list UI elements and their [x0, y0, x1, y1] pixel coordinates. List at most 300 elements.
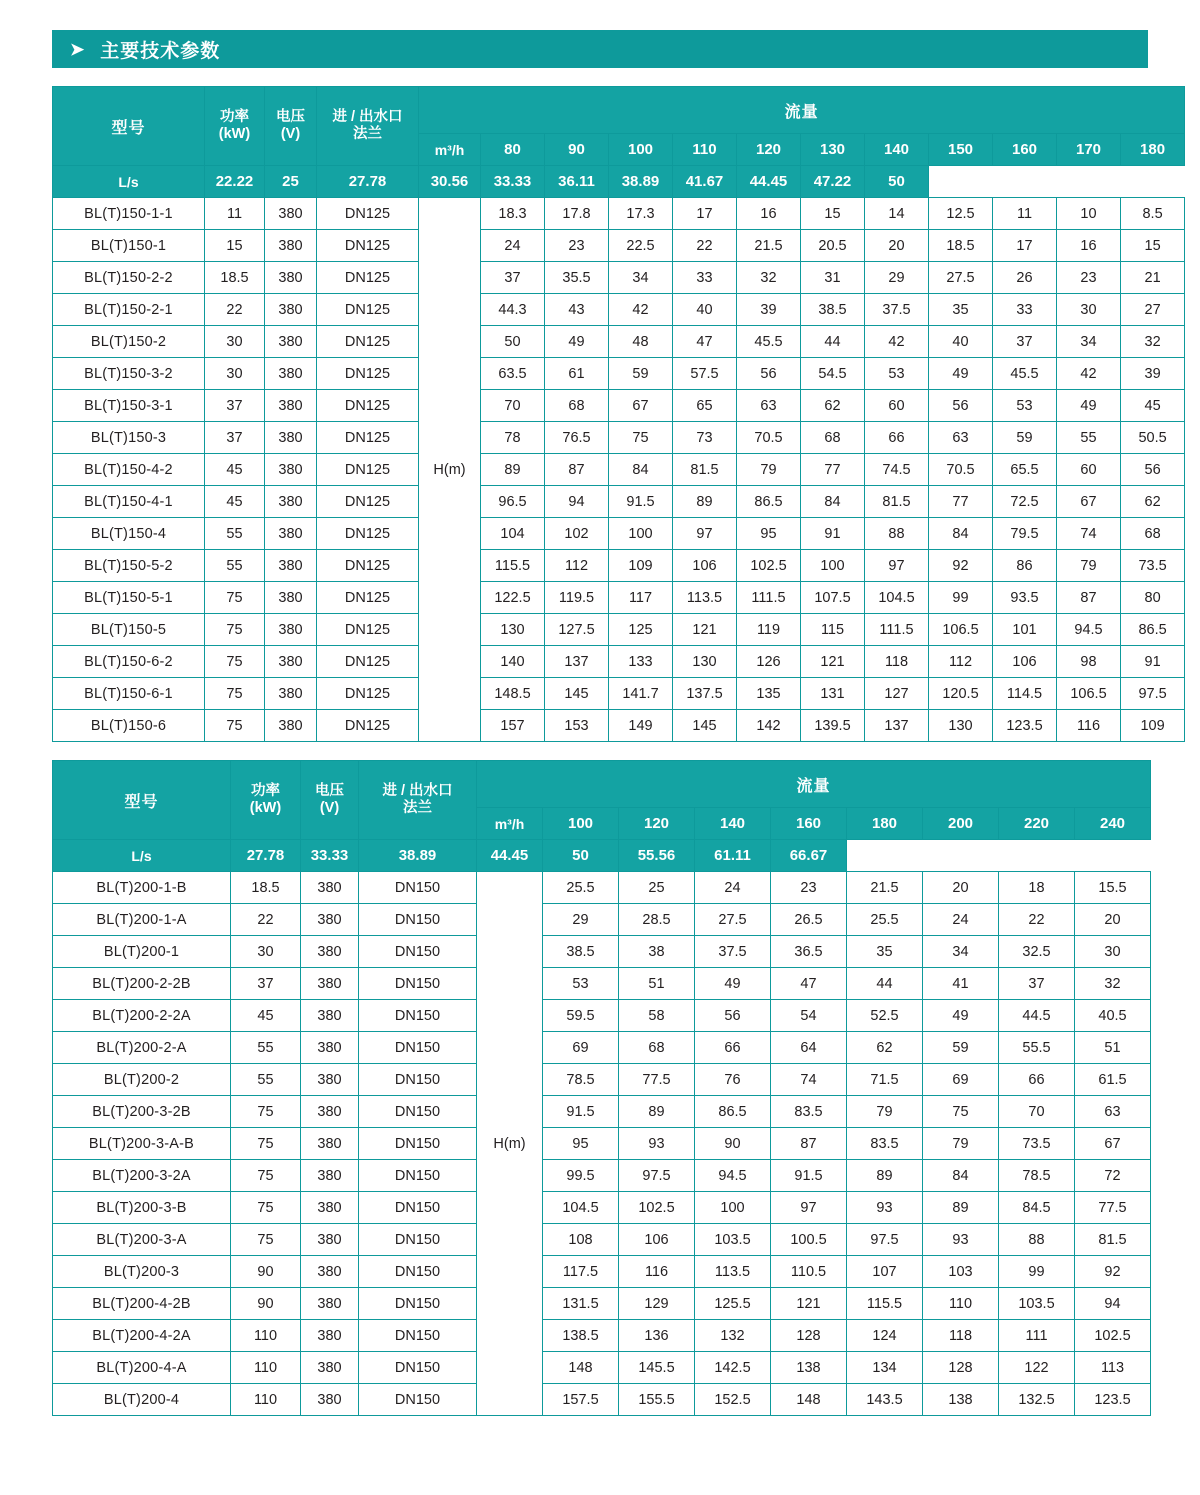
cell-head-value: 111.5 — [865, 614, 929, 646]
table-row — [53, 1384, 1151, 1416]
table-row — [53, 486, 1185, 518]
cell-head-value: 130 — [673, 646, 737, 678]
cell-power: 30 — [205, 326, 265, 358]
cell-head-value: 20.5 — [801, 230, 865, 262]
cell-head-value: 25.5 — [847, 904, 923, 936]
cell-voltage: 380 — [265, 582, 317, 614]
cell-head-value: 74 — [1057, 518, 1121, 550]
cell-power: 30 — [231, 936, 301, 968]
cell-power: 90 — [231, 1288, 301, 1320]
flow-ls-value: 50 — [865, 166, 929, 198]
cell-flange: DN125 — [317, 550, 419, 582]
cell-head-value: 84.5 — [999, 1192, 1075, 1224]
cell-head-value: 121 — [673, 614, 737, 646]
cell-head-value: 37.5 — [695, 936, 771, 968]
table-row — [53, 678, 1185, 710]
cell-head-value: 111.5 — [737, 582, 801, 614]
cell-head-value: 28.5 — [619, 904, 695, 936]
cell-head-value: 88 — [999, 1224, 1075, 1256]
cell-head-value: 43 — [545, 294, 609, 326]
cell-head-value: 87 — [1057, 582, 1121, 614]
cell-head-value: 94.5 — [1057, 614, 1121, 646]
cell-head-value: 104.5 — [543, 1192, 619, 1224]
cell-head-value: 41 — [923, 968, 999, 1000]
cell-model: BL(T)200-4-2A — [53, 1320, 231, 1352]
cell-head-value: 148 — [771, 1384, 847, 1416]
cell-voltage: 380 — [301, 1256, 359, 1288]
cell-head-value: 103.5 — [999, 1288, 1075, 1320]
cell-head-value: 55.5 — [999, 1032, 1075, 1064]
cell-head-value: 44 — [847, 968, 923, 1000]
cell-power: 22 — [231, 904, 301, 936]
cell-head-value: 10 — [1057, 198, 1121, 230]
cell-head-value: 119.5 — [545, 582, 609, 614]
cell-power: 30 — [205, 358, 265, 390]
cell-voltage: 380 — [265, 710, 317, 742]
cell-head-value: 45 — [1121, 390, 1185, 422]
cell-head-value: 117 — [609, 582, 673, 614]
cell-head-value: 141.7 — [609, 678, 673, 710]
cell-head-value: 68 — [619, 1032, 695, 1064]
cell-head-value: 100.5 — [771, 1224, 847, 1256]
flow-m3h-value: 110 — [673, 134, 737, 166]
cell-model: BL(T)150-3-1 — [53, 390, 205, 422]
cell-head-value: 59 — [609, 358, 673, 390]
cell-head-value: 148.5 — [481, 678, 545, 710]
table-row — [53, 1000, 1151, 1032]
cell-head-value: 109 — [609, 550, 673, 582]
cell-head-value: 60 — [865, 390, 929, 422]
table-row — [53, 1192, 1151, 1224]
cell-head-value: 137 — [865, 710, 929, 742]
cell-head-value: 51 — [1075, 1032, 1151, 1064]
cell-head-value: 16 — [737, 198, 801, 230]
cell-head-value: 23 — [1057, 262, 1121, 294]
cell-head-value: 15 — [801, 198, 865, 230]
cell-head-value: 26 — [993, 262, 1057, 294]
table-row — [53, 1352, 1151, 1384]
cell-head-value: 39 — [737, 294, 801, 326]
cell-flange: DN125 — [317, 422, 419, 454]
cell-power: 18.5 — [231, 872, 301, 904]
cell-model: BL(T)200-3-2A — [53, 1160, 231, 1192]
cell-power: 55 — [205, 550, 265, 582]
cell-head-value: 45.5 — [737, 326, 801, 358]
cell-model: BL(T)200-2-2A — [53, 1000, 231, 1032]
cell-head-value: 103 — [923, 1256, 999, 1288]
cell-voltage: 380 — [265, 198, 317, 230]
cell-power: 37 — [205, 390, 265, 422]
cell-voltage: 380 — [301, 1000, 359, 1032]
cell-flange: DN150 — [359, 1032, 477, 1064]
cell-head-value: 35 — [929, 294, 993, 326]
cell-head-value: 24 — [695, 872, 771, 904]
cell-model: BL(T)200-4-A — [53, 1352, 231, 1384]
flow-m3h-value: 80 — [481, 134, 545, 166]
cell-flange: DN150 — [359, 1160, 477, 1192]
flow-ls-value: 44.45 — [737, 166, 801, 198]
flow-ls-value: 47.22 — [801, 166, 865, 198]
table-row — [53, 1256, 1151, 1288]
cell-head-value: 23 — [545, 230, 609, 262]
cell-model: BL(T)200-3 — [53, 1256, 231, 1288]
cell-head-value: 38 — [619, 936, 695, 968]
cell-model: BL(T)200-1 — [53, 936, 231, 968]
cell-head-value: 75 — [923, 1096, 999, 1128]
cell-voltage: 380 — [301, 1064, 359, 1096]
table-row — [53, 326, 1185, 358]
cell-head-value: 79 — [847, 1096, 923, 1128]
col-header-voltage-line1: 电压 — [315, 783, 344, 800]
cell-head-value: 67 — [609, 390, 673, 422]
cell-head-value: 59 — [993, 422, 1057, 454]
cell-head-value: 118 — [923, 1320, 999, 1352]
cell-head-value: 125.5 — [695, 1288, 771, 1320]
col-header-flange-line1: 进 / 出水口 — [332, 109, 403, 126]
cell-flange: DN125 — [317, 454, 419, 486]
cell-flange: DN125 — [317, 262, 419, 294]
cell-head-value: 94 — [545, 486, 609, 518]
col-header-power-line1: 功率 — [220, 109, 249, 126]
flow-ls-value: 30.56 — [419, 166, 481, 198]
cell-power: 75 — [231, 1096, 301, 1128]
cell-head-value: 157.5 — [543, 1384, 619, 1416]
flow-m3h-value: 150 — [929, 134, 993, 166]
cell-head-value: 122 — [999, 1352, 1075, 1384]
cell-head-value: 121 — [771, 1288, 847, 1320]
cell-head-value: 95 — [543, 1128, 619, 1160]
cell-head-value: 157 — [481, 710, 545, 742]
cell-head-value: 94.5 — [695, 1160, 771, 1192]
flow-ls-value: 50 — [543, 840, 619, 872]
cell-head-value: 124 — [847, 1320, 923, 1352]
flow-m3h-value: 180 — [847, 808, 923, 840]
flow-m3h-value: 120 — [737, 134, 801, 166]
cell-head-value: 137 — [545, 646, 609, 678]
cell-power: 75 — [231, 1192, 301, 1224]
cell-head-value: 49 — [923, 1000, 999, 1032]
cell-model: BL(T)150-6 — [53, 710, 205, 742]
cell-flange: DN125 — [317, 486, 419, 518]
cell-model: BL(T)200-2-2B — [53, 968, 231, 1000]
cell-flange: DN125 — [317, 358, 419, 390]
cell-model: BL(T)200-4-2B — [53, 1288, 231, 1320]
cell-head-value: 11 — [993, 198, 1057, 230]
cell-head-value: 30 — [1057, 294, 1121, 326]
cell-head-value: 132.5 — [999, 1384, 1075, 1416]
flow-ls-value: 33.33 — [481, 166, 545, 198]
table-row — [53, 1224, 1151, 1256]
cell-head-value: 20 — [923, 872, 999, 904]
cell-head-value: 49 — [545, 326, 609, 358]
cell-head-value: 22 — [999, 904, 1075, 936]
cell-model: BL(T)150-4-1 — [53, 486, 205, 518]
cell-head-value: 62 — [1121, 486, 1185, 518]
cell-head-value: 88 — [865, 518, 929, 550]
cell-head-value: 53 — [865, 358, 929, 390]
table-row — [53, 518, 1185, 550]
cell-model: BL(T)200-1-B — [53, 872, 231, 904]
cell-head-value: 91.5 — [771, 1160, 847, 1192]
cell-head-value: 63.5 — [481, 358, 545, 390]
cell-head-value: 155.5 — [619, 1384, 695, 1416]
cell-head-value: 93 — [923, 1224, 999, 1256]
cell-head-value: 95 — [737, 518, 801, 550]
col-header-flange — [317, 87, 419, 166]
col-header-power — [231, 761, 301, 840]
cell-head-value: 50.5 — [1121, 422, 1185, 454]
cell-voltage: 380 — [265, 550, 317, 582]
cell-head-value: 97 — [771, 1192, 847, 1224]
col-header-power-line2: (kW) — [218, 126, 251, 142]
unit-ls-label: L/s — [53, 166, 205, 198]
cell-head-value: 73.5 — [1121, 550, 1185, 582]
cell-head-value: 109 — [1121, 710, 1185, 742]
flow-m3h-value: 160 — [771, 808, 847, 840]
cell-power: 75 — [205, 614, 265, 646]
cell-voltage: 380 — [265, 390, 317, 422]
cell-head-value: 17 — [673, 198, 737, 230]
cell-head-value: 111 — [999, 1320, 1075, 1352]
cell-flange: DN125 — [317, 230, 419, 262]
flow-m3h-value: 160 — [993, 134, 1057, 166]
cell-head-value: 77 — [801, 454, 865, 486]
cell-head-value: 18.5 — [929, 230, 993, 262]
cell-head-value: 138 — [771, 1352, 847, 1384]
cell-head-value: 107 — [847, 1256, 923, 1288]
table-row — [53, 614, 1185, 646]
cell-head-value: 136 — [619, 1320, 695, 1352]
table-row — [53, 358, 1185, 390]
cell-head-value: 92 — [929, 550, 993, 582]
flow-ls-value: 36.11 — [545, 166, 609, 198]
cell-head-value: 91.5 — [609, 486, 673, 518]
cell-head-value: 91 — [1121, 646, 1185, 678]
cell-head-value: 23 — [771, 872, 847, 904]
cell-power: 90 — [231, 1256, 301, 1288]
cell-head-value: 58 — [619, 1000, 695, 1032]
table-row — [53, 904, 1151, 936]
cell-head-value: 32 — [1121, 326, 1185, 358]
cell-head-value: 73 — [673, 422, 737, 454]
cell-head-value: 42 — [609, 294, 673, 326]
cell-voltage: 380 — [265, 326, 317, 358]
cell-head-value: 45.5 — [993, 358, 1057, 390]
unit-ls-label: L/s — [53, 840, 231, 872]
cell-model: BL(T)150-1-1 — [53, 198, 205, 230]
cell-head-value: 89 — [481, 454, 545, 486]
cell-voltage: 380 — [265, 262, 317, 294]
cell-model: BL(T)200-3-A-B — [53, 1128, 231, 1160]
cell-head-value: 68 — [545, 390, 609, 422]
cell-head-value: 47 — [771, 968, 847, 1000]
cell-head-value: 63 — [929, 422, 993, 454]
cell-head-value: 137.5 — [673, 678, 737, 710]
cell-flange: DN150 — [359, 1256, 477, 1288]
cell-head-value: 77.5 — [1075, 1192, 1151, 1224]
cell-head-value: 53 — [993, 390, 1057, 422]
cell-head-value: 133 — [609, 646, 673, 678]
cell-head-value: 22 — [673, 230, 737, 262]
cell-head-value: 83.5 — [771, 1096, 847, 1128]
cell-head-value: 66 — [999, 1064, 1075, 1096]
cell-head-value: 21 — [1121, 262, 1185, 294]
cell-head-value: 66 — [865, 422, 929, 454]
table-body-bl150 — [53, 198, 1185, 742]
cell-flange: DN125 — [317, 390, 419, 422]
cell-head-value: 76.5 — [545, 422, 609, 454]
cell-head-value: 110.5 — [771, 1256, 847, 1288]
cell-head-value: 103.5 — [695, 1224, 771, 1256]
table-row — [53, 872, 1151, 904]
cell-head-value: 93 — [847, 1192, 923, 1224]
table-row — [53, 710, 1185, 742]
chevron-right-icon: ➤ — [70, 39, 85, 59]
col-header-flow: 流量 — [419, 87, 1185, 134]
cell-head-value: 143.5 — [847, 1384, 923, 1416]
section-header — [52, 30, 1148, 68]
cell-head-value: 32 — [1075, 968, 1151, 1000]
table-row — [53, 1288, 1151, 1320]
cell-head-value: 97.5 — [1121, 678, 1185, 710]
cell-model: BL(T)150-5 — [53, 614, 205, 646]
cell-voltage: 380 — [301, 968, 359, 1000]
cell-model: BL(T)150-4 — [53, 518, 205, 550]
cell-flange: DN150 — [359, 936, 477, 968]
cell-head-value: 142 — [737, 710, 801, 742]
col-header-power-line2: (kW) — [249, 800, 282, 816]
cell-head-value: 110 — [923, 1288, 999, 1320]
cell-head-value: 112 — [545, 550, 609, 582]
cell-model: BL(T)200-2 — [53, 1064, 231, 1096]
table-row — [53, 262, 1185, 294]
cell-power: 37 — [231, 968, 301, 1000]
cell-head-value: 107.5 — [801, 582, 865, 614]
cell-head-value: 60 — [1057, 454, 1121, 486]
cell-head-value: 128 — [923, 1352, 999, 1384]
cell-head-value: 27.5 — [695, 904, 771, 936]
cell-power: 15 — [205, 230, 265, 262]
cell-head-value: 25.5 — [543, 872, 619, 904]
cell-head-value: 116 — [1057, 710, 1121, 742]
cell-head-value: 75 — [609, 422, 673, 454]
cell-head-value: 123.5 — [993, 710, 1057, 742]
cell-voltage: 380 — [265, 294, 317, 326]
cell-head-value: 81.5 — [865, 486, 929, 518]
cell-power: 75 — [205, 710, 265, 742]
cell-head-value: 79.5 — [993, 518, 1057, 550]
table-row — [53, 1320, 1151, 1352]
cell-model: BL(T)150-2 — [53, 326, 205, 358]
cell-head-value: 83.5 — [847, 1128, 923, 1160]
cell-model: BL(T)150-5-2 — [53, 550, 205, 582]
cell-model: BL(T)150-5-1 — [53, 582, 205, 614]
cell-flange: DN150 — [359, 1224, 477, 1256]
cell-power: 75 — [205, 646, 265, 678]
cell-head-value: 77.5 — [619, 1064, 695, 1096]
cell-head-value: 27.5 — [929, 262, 993, 294]
cell-power: 37 — [205, 422, 265, 454]
cell-head-value: 106 — [993, 646, 1057, 678]
table-row — [53, 198, 1185, 230]
table-row — [53, 390, 1185, 422]
cell-head-value: 130 — [929, 710, 993, 742]
cell-head-value: 29 — [865, 262, 929, 294]
cell-flange: DN150 — [359, 1320, 477, 1352]
cell-head-value: 132 — [695, 1320, 771, 1352]
cell-head-value: 49 — [1057, 390, 1121, 422]
cell-head-value: 112 — [929, 646, 993, 678]
cell-head-value: 35 — [847, 936, 923, 968]
cell-voltage: 380 — [301, 1320, 359, 1352]
cell-flange: DN125 — [317, 326, 419, 358]
cell-model: BL(T)150-2-2 — [53, 262, 205, 294]
cell-head-value: 69 — [923, 1064, 999, 1096]
cell-head-value: 138.5 — [543, 1320, 619, 1352]
cell-flange: DN125 — [317, 678, 419, 710]
col-header-voltage — [265, 87, 317, 166]
cell-power: 55 — [231, 1032, 301, 1064]
cell-head-value: 52.5 — [847, 1000, 923, 1032]
cell-head-value: 67 — [1057, 486, 1121, 518]
cell-model: BL(T)150-3-2 — [53, 358, 205, 390]
cell-head-value: 74 — [771, 1064, 847, 1096]
cell-head-value: 128 — [771, 1320, 847, 1352]
head-unit-label: H(m) — [477, 872, 543, 1416]
cell-head-value: 56 — [737, 358, 801, 390]
head-unit-label: H(m) — [419, 198, 481, 742]
cell-power: 75 — [231, 1224, 301, 1256]
cell-head-value: 123.5 — [1075, 1384, 1151, 1416]
flow-m3h-value: 140 — [695, 808, 771, 840]
cell-flange: DN150 — [359, 1096, 477, 1128]
table-row — [53, 936, 1151, 968]
cell-head-value: 106.5 — [929, 614, 993, 646]
cell-flange: DN150 — [359, 1064, 477, 1096]
cell-head-value: 42 — [865, 326, 929, 358]
spec-table-bl200 — [52, 760, 1151, 1416]
cell-head-value: 96.5 — [481, 486, 545, 518]
cell-head-value: 42 — [1057, 358, 1121, 390]
cell-flange: DN150 — [359, 1000, 477, 1032]
cell-head-value: 106.5 — [1057, 678, 1121, 710]
cell-voltage: 380 — [301, 904, 359, 936]
cell-power: 18.5 — [205, 262, 265, 294]
cell-head-value: 26.5 — [771, 904, 847, 936]
cell-head-value: 34 — [923, 936, 999, 968]
cell-head-value: 47 — [673, 326, 737, 358]
cell-head-value: 12.5 — [929, 198, 993, 230]
table-row — [53, 1096, 1151, 1128]
cell-head-value: 84 — [609, 454, 673, 486]
cell-flange: DN125 — [317, 582, 419, 614]
cell-head-value: 93 — [619, 1128, 695, 1160]
cell-head-value: 37 — [481, 262, 545, 294]
cell-head-value: 37 — [999, 968, 1075, 1000]
cell-head-value: 97.5 — [619, 1160, 695, 1192]
col-header-flange-line2: 法兰 — [403, 800, 432, 816]
cell-model: BL(T)200-4 — [53, 1384, 231, 1416]
cell-head-value: 117.5 — [543, 1256, 619, 1288]
cell-head-value: 24 — [923, 904, 999, 936]
cell-power: 110 — [231, 1352, 301, 1384]
cell-head-value: 84 — [801, 486, 865, 518]
cell-flange: DN150 — [359, 904, 477, 936]
flow-m3h-value: 220 — [999, 808, 1075, 840]
cell-voltage: 380 — [301, 936, 359, 968]
cell-head-value: 70 — [999, 1096, 1075, 1128]
cell-head-value: 72 — [1075, 1160, 1151, 1192]
